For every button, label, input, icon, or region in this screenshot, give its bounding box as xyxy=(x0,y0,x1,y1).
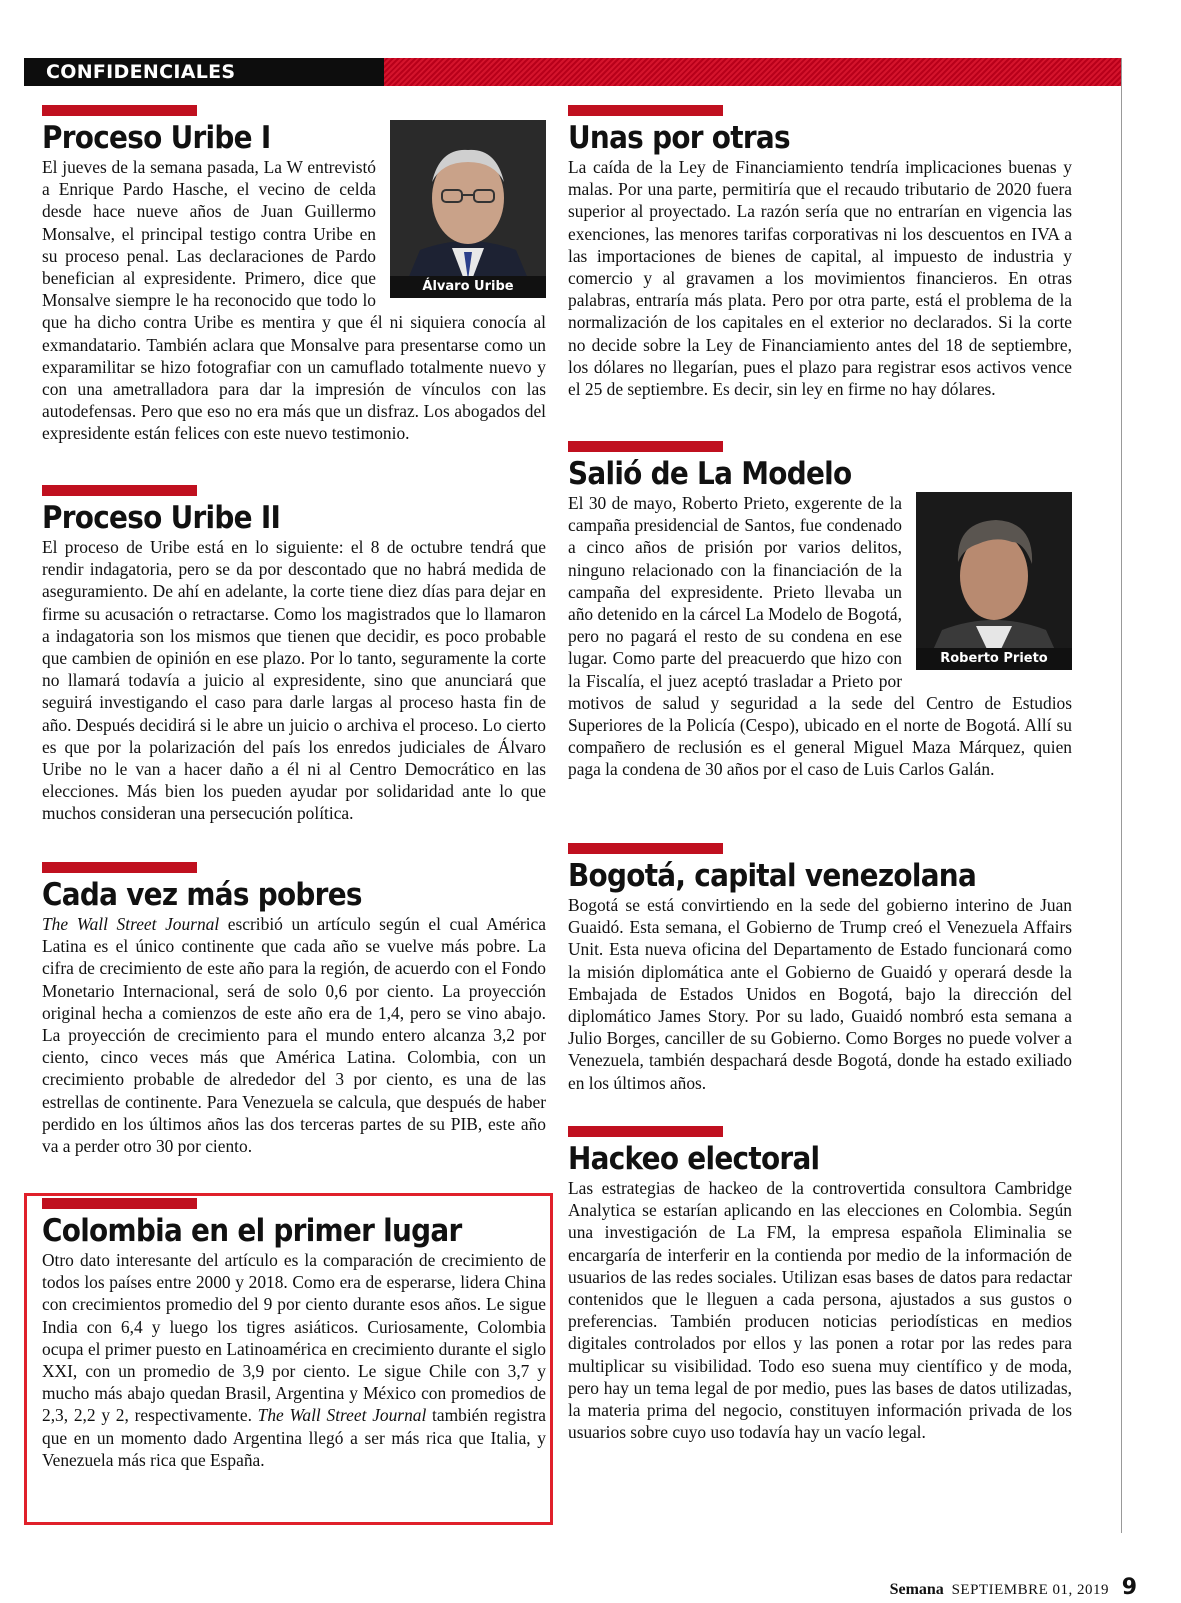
article-bogota-capital-venezolana xyxy=(568,843,1072,1094)
article-body: El 30 de mayo, Roberto Prieto, exgerente de la campaña presidencial de Santos, fue condenado a cinco años de prisión por varios delitos, ninguno relacionado con la financiación de la campaña del expresidente. Prieto llevaba un año detenido en la cárcel La Modelo de Bogotá, pero no pagará el resto de su condena en ese lugar. Como parte del preacuerdo que hizo con la Fiscalía, el juez aceptó trasladar a Prieto por motivos de salud y seguridad a la sede del Centro de Estudios Superiores de la Policía (Cespo), ubicado en el norte de Bogotá. Allí su compañero de reclusión es el general Miguel Maza Márquez, quien paga la condena de 30 años por el caso de Luis Carlos Galán. xyxy=(568,493,1072,780)
article-body-text: también registra que en un momento dado Argentina llegó a ser más rica que Italia, y Venezuela más rica que España. xyxy=(42,1405,546,1470)
page-edge-rule xyxy=(1121,58,1122,1533)
article-red-bar xyxy=(42,862,197,873)
article-title: Proceso Uribe II xyxy=(42,500,281,536)
article-title: Unas por otras xyxy=(568,120,790,156)
footer-date: SEPTIEMBRE 01, 2019 xyxy=(951,1582,1109,1598)
article-title: Bogotá, capital venezolana xyxy=(568,858,977,894)
section-header-bar xyxy=(24,58,1121,86)
footer-brand: Semana xyxy=(889,1581,944,1598)
article-red-bar xyxy=(42,485,197,496)
page-footer xyxy=(889,1575,1137,1600)
article-red-bar xyxy=(568,1126,723,1137)
article-title: Proceso Uribe I xyxy=(42,120,271,156)
article-body: Las estrategias de hackeo de la controvertida consultora Cambridge Analytica se estarían aplicando en las elecciones en Colombia. Según una investigación de La FM, la empresa española Eliminalia se encargaría de interferir en la contienda por medio de la información de usuarios de las redes sociales. Utilizan esas bases de datos para redactar contenidos que le lleguen a cada persona, ajustados a sus gustos o preferencias. También producen noticias periodísticas en medios digitales controlados por ellos y las ponen a rotar por las redes para multiplicar su visibilidad. Todo eso suena muy científico y de moda, pero hay un tema legal de por medio, pues las bases de datos utilizadas, la materia prima del negocio, constituyen información privada de los usuarios sobre cuyo uso todavía hay un vacío legal. xyxy=(568,1178,1072,1443)
article-cada-vez-mas-pobres xyxy=(42,862,546,1157)
article-red-bar xyxy=(568,843,723,854)
article-title: Cada vez más pobres xyxy=(42,877,362,913)
article-title: Hackeo electoral xyxy=(568,1141,820,1177)
article-hackeo-electoral xyxy=(568,1126,1072,1443)
article-title: Salió de La Modelo xyxy=(568,456,852,492)
article-body xyxy=(42,913,546,1157)
photo-roberto-prieto xyxy=(916,492,1072,670)
photo-caption: Roberto Prieto xyxy=(916,648,1072,670)
page-number: 9 xyxy=(1121,1575,1137,1600)
article-red-bar xyxy=(42,105,197,116)
article-proceso-uribe-2 xyxy=(42,485,546,825)
article-body xyxy=(42,1249,546,1471)
article-body-text: Otro dato interesante del artículo es la comparación de crecimiento de todos los países entre 2000 y 2018. Como era de esperarse, lidera China con crecimientos promedio del 9 por ciento durante esos años. Le sigue India con 6,4 y luego los tigres asiáticos. Curiosamente, Colombia ocupa el primer puesto en Latinoamérica en crecimiento durante el siglo XXI, con un promedio de 3,9 por ciento. Le sigue Chile con 3,7 y mucho más abajo quedan Brasil, Argentina y México con promedios de 2,3, 2,2 y 2, respectivamente. xyxy=(42,1250,546,1426)
article-red-bar xyxy=(568,105,723,116)
article-colombia-primer-lugar xyxy=(42,1198,546,1471)
article-salio-de-la-modelo xyxy=(568,441,1072,781)
article-body: El proceso de Uribe está en lo siguiente: el 8 de octubre tendrá que rendir indagatoria, pero se da por descontado que no habrá medida de aseguramiento. De ahí en adelante, la corte tiene diez días para dejar en firme su acusación o retractarse. Como los magistrados que lo llamaron a indagatoria son los mismos que tienen que decidir, es poco probable que cambien de opinión en ese plazo. Por lo tanto, seguramente la corte no llamará todavía a juicio al expresidente, sino que anunciará que seguirá investigando el caso para darle largas al proceso hasta fin de año. Después decidirá si le abre un juicio o archiva el proceso. Lo cierto es que por la polarización del país los enredos judiciales de Álvaro Uribe no le van a hacer daño a él ni al Centro Democrático en las elecciones. Más bien los pueden ayudar por solidaridad ante lo que muchos consideran una persecución política. xyxy=(42,537,546,824)
article-body: El jueves de la semana pasada, La W entrevistó a Enrique Pardo Hasche, el vecino de celda desde hace nueve años de Juan Guillermo Monsalve, el principal testigo contra Uribe en su proceso penal. Las declaraciones de Pardo benefician al expresidente. Primero, dice que Monsalve siempre le ha reconocido que todo lo que ha dicho contra Uribe es mentira y que él ni siquiera conocía al exmandatario. También aclara que Monsalve para presentarse como un exparamilitar se hizo fotografiar con un camuflado totalmente nuevo y con una ametralladora para dar la impresión de vínculos con las autodefensas. Pero que eso no era más que un disfraz. Los abogados del expresidente están felices con este nuevo testimonio. xyxy=(42,157,546,444)
portrait-image xyxy=(916,492,1072,670)
article-unas-por-otras xyxy=(568,105,1072,400)
section-header-label: CONFIDENCIALES xyxy=(24,58,384,86)
article-title: Colombia en el primer lugar xyxy=(42,1213,462,1249)
publication-name: The Wall Street Journal xyxy=(257,1405,427,1426)
article-proceso-uribe-1 xyxy=(42,105,546,445)
article-body: Bogotá se está convirtiendo en la sede del gobierno interino de Juan Guaidó. Esta semana, el Gobierno de Trump creó el Venezuela Affairs Unit. Esta nueva oficina del Departamento de Estado funcionará como la misión diplomática ante el Gobierno de Guaidó y operará desde la Embajada de Estados Unidos en Bogotá, bajo la dirección del diplomático James Story. Por su lado, Guaidó nombró esta semana a Julio Borges, canciller de su Gobierno. Como Borges no puede volver a Venezuela, también despachará desde Bogotá, donde ha estado exiliado en los últimos años. xyxy=(568,895,1072,1093)
article-red-bar xyxy=(42,1198,197,1209)
article-body: La caída de la Ley de Financiamiento tendría implicaciones buenas y malas. Por una parte, permitiría que el recaudo tributario de 2020 fuera superior al proyectado. La razón sería que no entrarían en vigencia las exenciones, las menores tarifas corporativas ni los descuentos en IVA a las importaciones de bienes de capital, al impuesto de industria y comercio y al gravamen a los movimientos financieros. En otras palabras, entraría más plata. Pero por otra parte, está el problema de la normalización de los capitales en el exterior no declarados. Si la corte no decide sobre la Ley de Financiamiento antes del 18 de septiembre, los dólares no llegarían, pues el plazo para registrar esos activos vence el 25 de septiembre. Es decir, sin ley en firme no hay dólares. xyxy=(568,157,1072,400)
photo-caption: Álvaro Uribe xyxy=(390,276,546,298)
article-body-text: escribió un artículo según el cual América Latina es el único continente que cada año se vuelve más pobre. La cifra de crecimiento de este año para la región, de acuerdo con el Fondo Monetario Internacional, será de solo 0,6 por ciento. La proyección original hecha a comienzos de este año era de 1,4, pero se vino abajo. La proyección de crecimiento para el mundo entero alcanza 3,2 por ciento, cinco veces más que América Latina. Colombia, con un crecimiento probable de alrededor del 3 por ciento, es una de las estrellas de continente. Para Venezuela se calcula, que después de haber perdido en los últimos años las dos terceras partes de su PIB, este año va a perder otro 30 por ciento. xyxy=(42,914,546,1157)
publication-name: The Wall Street Journal xyxy=(42,914,220,934)
article-red-bar xyxy=(568,441,723,452)
